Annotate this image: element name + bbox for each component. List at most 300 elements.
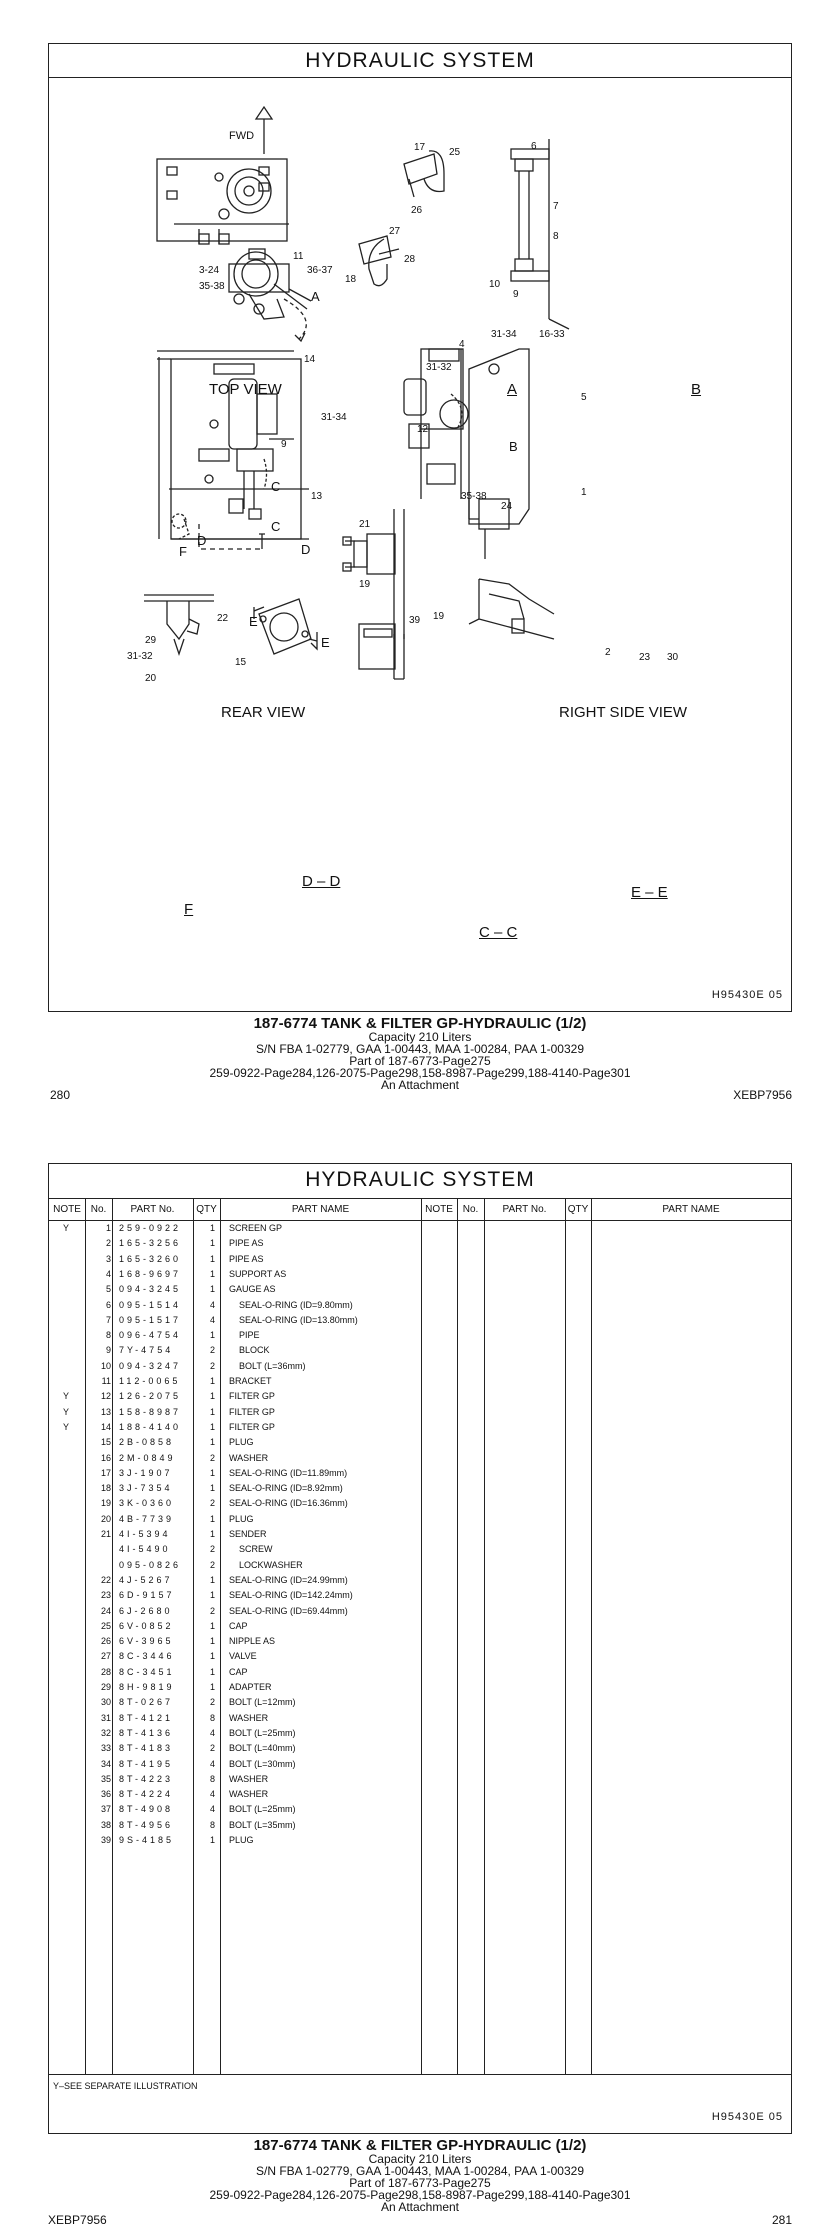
page-number: 280 (50, 1088, 71, 1102)
part-name-cell: SEAL-O-RING (ID=13.80mm) (239, 1314, 358, 1325)
caption-serials: S/N FBA 1-02779, GAA 1-00443, MAA 1-00284, PAA 1-00329 (256, 2164, 584, 2178)
part-number-cell: 9S-4185 (119, 1835, 175, 1845)
item-number-cell: 23 (100, 1590, 111, 1601)
table-row (49, 1420, 439, 1435)
quantity-cell: 2 (209, 1452, 215, 1463)
quantity-cell: 1 (209, 1513, 215, 1524)
view-label-a: A (507, 381, 518, 398)
callout: 31-32 (426, 362, 452, 373)
table-row (49, 1604, 439, 1619)
part-number-cell: 165-3256 (119, 1238, 182, 1249)
table-row (49, 1741, 439, 1756)
callout: B (509, 439, 518, 454)
part-name-cell: WASHER (229, 1789, 269, 1800)
table-row (49, 1359, 439, 1374)
part-name-cell: BOLT (L=25mm) (229, 1804, 296, 1815)
item-number-cell: 33 (100, 1743, 111, 1754)
table-row (49, 1649, 439, 1664)
col-header: No. (90, 1204, 107, 1215)
part-number-cell: 2M-0849 (119, 1452, 176, 1463)
item-number-cell: 29 (100, 1682, 111, 1692)
quantity-cell: 1 (209, 1238, 215, 1249)
callout: 28 (404, 254, 416, 265)
caption-attachment: An Attachment (380, 2200, 460, 2214)
item-number-cell: 18 (100, 1483, 111, 1494)
table-row (49, 1573, 439, 1588)
table-row (49, 1558, 439, 1573)
part-name-cell: SEAL-O-RING (ID=16.36mm) (229, 1498, 348, 1509)
callout: 9 (281, 439, 287, 450)
callout: 13 (311, 491, 323, 502)
part-number-cell: 095-0826 (119, 1559, 182, 1570)
title-divider (49, 77, 791, 78)
part-number-cell: 8T-4195 (119, 1758, 174, 1769)
part-number-cell: 8T-4223 (119, 1773, 174, 1784)
item-number-cell: 24 (100, 1605, 111, 1616)
table-row (49, 1221, 439, 1236)
item-number-cell: 10 (100, 1360, 111, 1371)
page-number: 281 (771, 2213, 792, 2227)
callout: 10 (489, 279, 501, 290)
quantity-cell: 2 (209, 1697, 215, 1708)
table-row (49, 1833, 439, 1848)
quantity-cell: 1 (209, 1391, 215, 1402)
part-name-cell: BOLT (L=12mm) (229, 1697, 296, 1708)
table-row (49, 1298, 439, 1313)
quantity-cell: 2 (209, 1498, 215, 1509)
callout: 39 (409, 615, 421, 626)
table-row (49, 1267, 439, 1282)
part-name-cell: CAP (229, 1620, 248, 1631)
table-row (49, 1757, 439, 1772)
col-divider (457, 1198, 458, 2074)
callout: D (301, 542, 311, 557)
col-divider (565, 1198, 566, 2074)
part-name-cell: BOLT (L=25mm) (229, 1727, 296, 1738)
caption-attachment: An Attachment (380, 1078, 460, 1092)
quantity-cell: 1 (209, 1330, 215, 1341)
quantity-cell: 4 (209, 1299, 215, 1310)
item-number-cell: 28 (100, 1666, 111, 1677)
quantity-cell: 1 (209, 1574, 215, 1585)
item-number-cell: 32 (100, 1727, 111, 1738)
table-row (49, 1802, 439, 1817)
doc-code: XEBP7956 (48, 2213, 107, 2227)
col-header: QTY (567, 1204, 589, 1215)
callout: 30 (667, 652, 679, 663)
table-row (49, 1680, 439, 1695)
item-number-cell: 14 (100, 1421, 111, 1432)
part-number-cell: 7Y-4754 (119, 1345, 174, 1356)
part-number-cell: 3J-7354 (119, 1483, 173, 1494)
quantity-cell: 2 (209, 1559, 215, 1570)
col-header: QTY (196, 1204, 217, 1215)
table-row (49, 1496, 439, 1511)
quantity-cell: 4 (209, 1314, 215, 1325)
item-number-cell: 8 (105, 1330, 111, 1341)
table-row (49, 1818, 439, 1833)
table-row (49, 1772, 439, 1787)
quantity-cell: 1 (209, 1421, 215, 1432)
table-row (49, 1236, 439, 1251)
part-name-cell: SEAL-O-RING (ID=69.44mm) (229, 1605, 348, 1616)
part-name-cell: PLUG (229, 1835, 254, 1845)
part-number-cell: 6V-3965 (119, 1636, 174, 1647)
part-number-cell: 096-4754 (119, 1330, 182, 1341)
callout: C (271, 519, 281, 534)
callout: D (197, 533, 207, 548)
callout: 2 (605, 647, 611, 658)
callout: 19 (433, 611, 445, 622)
callout: 15 (235, 657, 247, 668)
quantity-cell: 1 (209, 1682, 215, 1692)
part-number-cell: 168-9697 (119, 1268, 182, 1279)
caption-part-of: Part of 187-6773-Page275 (349, 2176, 491, 2190)
quantity-cell: 1 (209, 1223, 215, 1233)
table-row (49, 1787, 439, 1802)
callout: 3-24 (199, 265, 220, 276)
table-row (49, 1451, 439, 1466)
part-number-cell: 4B-7739 (119, 1513, 175, 1524)
callout: 7 (553, 201, 559, 212)
item-number-cell: 35 (100, 1773, 111, 1784)
view-label-b: B (691, 381, 702, 398)
quantity-cell: 1 (209, 1636, 215, 1647)
col-header: PART NAME (291, 1204, 350, 1215)
caption-capacity: Capacity 210 Liters (368, 1030, 472, 1044)
page-title: HYDRAULIC SYSTEM (305, 49, 535, 72)
part-number-cell: 8T-4224 (119, 1789, 174, 1800)
part-name-cell: CAP (229, 1666, 248, 1677)
item-number-cell: 11 (101, 1376, 111, 1386)
part-name-cell: LOCKWASHER (239, 1559, 303, 1570)
callout: 9 (513, 289, 519, 300)
col-header: NOTE (425, 1204, 453, 1215)
item-number-cell: 25 (100, 1620, 111, 1631)
callout: 24 (501, 501, 513, 512)
callout: 14 (304, 354, 316, 365)
quantity-cell: 2 (209, 1360, 215, 1371)
callout: E (321, 635, 330, 650)
callout: A (311, 289, 320, 304)
item-number-cell: 6 (105, 1299, 111, 1310)
part-number-cell: 8T-4183 (119, 1743, 174, 1754)
item-number-cell: 16 (100, 1452, 111, 1463)
item-number-cell: 27 (100, 1651, 111, 1662)
item-number-cell: 20 (100, 1513, 111, 1524)
part-name-cell: PLUG (229, 1437, 254, 1448)
footnote: Y–SEE SEPARATE ILLUSTRATION (53, 2081, 198, 2091)
item-number-cell: 15 (100, 1437, 111, 1448)
callout: 21 (359, 519, 371, 530)
doc-code: XEBP7956 (733, 1088, 792, 1102)
callout: 5 (581, 392, 587, 403)
quantity-cell: 4 (209, 1804, 215, 1815)
part-number-cell: 126-2075 (119, 1391, 182, 1402)
table-row (49, 1542, 439, 1557)
item-number-cell: 34 (100, 1758, 111, 1769)
quantity-cell: 1 (209, 1253, 215, 1264)
quantity-cell: 1 (209, 1666, 215, 1677)
part-name-cell: GAUGE AS (229, 1284, 276, 1295)
parts-list-title: HYDRAULIC SYSTEM (305, 1168, 535, 1191)
table-row (49, 1389, 439, 1404)
table-row (49, 1527, 439, 1542)
table-row (49, 1328, 439, 1343)
part-name-cell: BRACKET (229, 1376, 272, 1386)
table-row (49, 1695, 439, 1710)
item-number-cell: 9 (105, 1345, 111, 1356)
quantity-cell: 1 (209, 1406, 215, 1417)
part-name-cell: SEAL-O-RING (ID=8.92mm) (229, 1483, 343, 1494)
item-number-cell: 17 (100, 1467, 111, 1478)
item-number-cell: 21 (100, 1529, 111, 1539)
part-name-cell: BOLT (L=30mm) (229, 1758, 296, 1769)
part-number-cell: 4J-5267 (119, 1574, 173, 1585)
part-number-cell: 3J-1907 (119, 1467, 173, 1478)
part-name-cell: PLUG (229, 1513, 254, 1524)
quantity-cell: 1 (209, 1268, 215, 1279)
item-number-cell: 12 (100, 1391, 111, 1402)
part-number-cell: 4I-5490 (119, 1544, 171, 1555)
part-name-cell: PIPE (239, 1330, 260, 1341)
item-number-cell: 5 (105, 1284, 111, 1295)
caption-title: 187-6774 TANK & FILTER GP-HYDRAULIC (1/2) (253, 1015, 587, 1032)
view-label-rear: REAR VIEW (221, 704, 306, 721)
table-row (49, 1313, 439, 1328)
callout: 19 (359, 579, 371, 590)
part-number-cell: 165-3260 (119, 1253, 182, 1264)
part-name-cell: PIPE AS (229, 1253, 264, 1264)
callout-layer (49, 79, 790, 1009)
part-name-cell: SCREEN GP (229, 1223, 283, 1233)
part-number-cell: 6V-0852 (119, 1620, 174, 1631)
col-divider (484, 1198, 485, 2074)
callout: 8 (553, 231, 559, 242)
quantity-cell: 4 (209, 1727, 215, 1738)
item-number-cell: 13 (100, 1406, 111, 1417)
part-name-cell: BOLT (L=35mm) (229, 1819, 296, 1830)
part-name-cell: SUPPORT AS (229, 1268, 287, 1279)
callout: 18 (345, 274, 357, 285)
table-row (49, 1435, 439, 1450)
part-number-cell: 158-8987 (119, 1406, 182, 1417)
item-number-cell: 26 (100, 1636, 111, 1647)
quantity-cell: 1 (209, 1376, 215, 1386)
callout: 31-32 (127, 651, 153, 662)
col-header: PART No. (130, 1204, 175, 1215)
part-number-cell: 6D-9157 (119, 1590, 175, 1601)
item-number-cell: 3 (105, 1253, 111, 1264)
part-name-cell: ADAPTER (229, 1682, 272, 1692)
item-number-cell: 22 (100, 1574, 111, 1585)
item-number-cell: 1 (105, 1223, 111, 1233)
quantity-cell: 1 (209, 1590, 215, 1601)
note-cell: Y (62, 1223, 69, 1233)
fwd-label: FWD (229, 130, 255, 142)
note-cell: Y (62, 1421, 69, 1432)
quantity-cell: 1 (209, 1620, 215, 1631)
part-number-cell: 8T-4956 (119, 1819, 174, 1830)
quantity-cell: 2 (209, 1743, 215, 1754)
quantity-cell: 1 (209, 1835, 215, 1845)
note-cell: Y (62, 1406, 69, 1417)
part-number-cell: 3K-0360 (119, 1498, 175, 1509)
part-number-cell: 8H-9819 (119, 1682, 175, 1692)
item-number-cell: 38 (100, 1819, 111, 1830)
part-number-cell: 188-4140 (119, 1421, 182, 1432)
quantity-cell: 8 (209, 1773, 215, 1784)
part-number-cell: 094-3245 (119, 1284, 182, 1295)
part-name-cell: SEAL-O-RING (ID=142.24mm) (229, 1590, 353, 1601)
view-label-ee: E – E (631, 884, 668, 901)
part-name-cell: FILTER GP (229, 1391, 275, 1402)
part-name-cell: SCREW (239, 1544, 273, 1555)
callout: 29 (145, 635, 157, 646)
item-number-cell: 4 (105, 1268, 111, 1279)
part-number-cell: 112-0065 (119, 1376, 181, 1386)
table-row (49, 1252, 439, 1267)
quantity-cell: 1 (209, 1529, 215, 1539)
view-label-top: TOP VIEW (209, 381, 282, 398)
col-header: NOTE (53, 1204, 81, 1215)
illustration-frame (48, 43, 792, 1012)
callout: 17 (414, 142, 426, 153)
item-number-cell: 37 (100, 1804, 111, 1815)
part-number-cell: 8T-4136 (119, 1727, 174, 1738)
callout: 25 (449, 147, 461, 158)
callout: 27 (389, 226, 401, 237)
part-name-cell: FILTER GP (229, 1421, 275, 1432)
quantity-cell: 2 (209, 1605, 215, 1616)
callout: 4 (459, 339, 465, 350)
caption-part-of: Part of 187-6773-Page275 (349, 1054, 491, 1068)
item-number-cell: 19 (100, 1498, 111, 1509)
view-label-right-side: RIGHT SIDE VIEW (559, 704, 688, 721)
quantity-cell: 8 (209, 1712, 215, 1723)
table-row (49, 1512, 439, 1527)
part-name-cell: SEAL-O-RING (ID=9.80mm) (239, 1299, 353, 1310)
part-name-cell: VALVE (229, 1651, 257, 1662)
callout: 35-38 (199, 281, 225, 292)
table-row (49, 1726, 439, 1741)
caption-serials: S/N FBA 1-02779, GAA 1-00443, MAA 1-00284, PAA 1-00329 (256, 1042, 584, 1056)
caption-pages: 259-0922-Page284,126-2075-Page298,158-8987-Page299,188-4140-Page301 (209, 2188, 631, 2202)
quantity-cell: 4 (209, 1789, 215, 1800)
part-name-cell: BLOCK (239, 1345, 270, 1356)
col-header: PART NAME (662, 1204, 720, 1215)
part-number-cell: 4I-5394 (119, 1529, 171, 1539)
callout: 22 (217, 613, 229, 624)
table-row (49, 1711, 439, 1726)
part-number-cell: 2B-0858 (119, 1437, 175, 1448)
table-row (49, 1665, 439, 1680)
callout: 23 (639, 652, 651, 663)
drawing-reference: H95430E 05 (711, 2111, 783, 2123)
callout: 31-34 (491, 329, 517, 340)
part-name-cell: WASHER (229, 1452, 269, 1463)
title-divider (49, 1198, 791, 1199)
col-divider (591, 1198, 592, 2074)
item-number-cell: 30 (100, 1697, 111, 1708)
callout: 11 (293, 251, 304, 262)
note-cell: Y (62, 1391, 69, 1402)
callout: 20 (145, 673, 157, 684)
quantity-cell: 1 (209, 1437, 215, 1448)
table-row (49, 1282, 439, 1297)
drawing-reference: H95430E 05 (711, 989, 783, 1001)
part-number-cell: 8C-3446 (119, 1651, 175, 1662)
part-name-cell: SEAL-O-RING (ID=24.99mm) (229, 1574, 348, 1585)
callout: E (249, 614, 258, 629)
part-name-cell: PIPE AS (229, 1238, 264, 1249)
part-number-cell: 8T-4908 (119, 1804, 174, 1815)
callout: 26 (411, 205, 423, 216)
part-name-cell: SEAL-O-RING (ID=11.89mm) (229, 1467, 348, 1478)
item-number-cell: 7 (105, 1314, 111, 1325)
table-row (49, 1634, 439, 1649)
item-number-cell: 2 (105, 1238, 111, 1249)
part-name-cell: BOLT (L=40mm) (229, 1743, 296, 1754)
part-name-cell: WASHER (229, 1773, 269, 1784)
quantity-cell: 1 (209, 1483, 215, 1494)
callout: 6 (531, 141, 537, 152)
quantity-cell: 4 (209, 1758, 215, 1769)
part-name-cell: FILTER GP (229, 1406, 275, 1417)
table-row (49, 1588, 439, 1603)
part-number-cell: 095-1514 (119, 1299, 182, 1310)
table-row (49, 1619, 439, 1634)
caption-capacity: Capacity 210 Liters (368, 2152, 472, 2166)
quantity-cell: 2 (209, 1544, 215, 1555)
quantity-cell: 1 (209, 1467, 215, 1478)
table-row (49, 1405, 439, 1420)
callout: 12 (417, 424, 429, 435)
table-bottom-divider (49, 2074, 791, 2075)
view-label-f: F (184, 901, 194, 918)
part-name-cell: NIPPLE AS (229, 1636, 276, 1647)
table-row (49, 1481, 439, 1496)
callout: 35-38 (461, 491, 487, 502)
part-number-cell: 094-3247 (119, 1360, 182, 1371)
quantity-cell: 2 (209, 1345, 215, 1356)
part-number-cell: 259-0922 (119, 1223, 182, 1233)
callout: 36-37 (307, 265, 333, 276)
part-name-cell: SENDER (229, 1529, 267, 1539)
col-header: PART No. (502, 1204, 547, 1215)
caption-pages: 259-0922-Page284,126-2075-Page298,158-8987-Page299,188-4140-Page301 (209, 1066, 631, 1080)
part-name-cell: WASHER (229, 1712, 269, 1723)
table-row (49, 1343, 439, 1358)
quantity-cell: 1 (209, 1651, 215, 1662)
view-label-dd: D – D (302, 873, 341, 890)
callout: 31-34 (321, 412, 347, 423)
part-number-cell: 6J-2680 (119, 1605, 173, 1616)
item-number-cell: 36 (100, 1789, 111, 1800)
part-number-cell: 095-1517 (119, 1314, 182, 1325)
part-number-cell: 8C-3451 (119, 1666, 175, 1677)
table-row (49, 1374, 439, 1389)
callout: C (271, 479, 281, 494)
caption-title: 187-6774 TANK & FILTER GP-HYDRAULIC (1/2) (253, 2137, 587, 2154)
part-number-cell: 8T-4121 (119, 1712, 174, 1723)
callout: 1 (581, 487, 587, 498)
quantity-cell: 8 (209, 1819, 215, 1830)
col-header: No. (462, 1204, 479, 1215)
callout: F (179, 544, 187, 559)
part-number-cell: 8T-0267 (119, 1697, 174, 1708)
part-name-cell: BOLT (L=36mm) (239, 1360, 306, 1371)
